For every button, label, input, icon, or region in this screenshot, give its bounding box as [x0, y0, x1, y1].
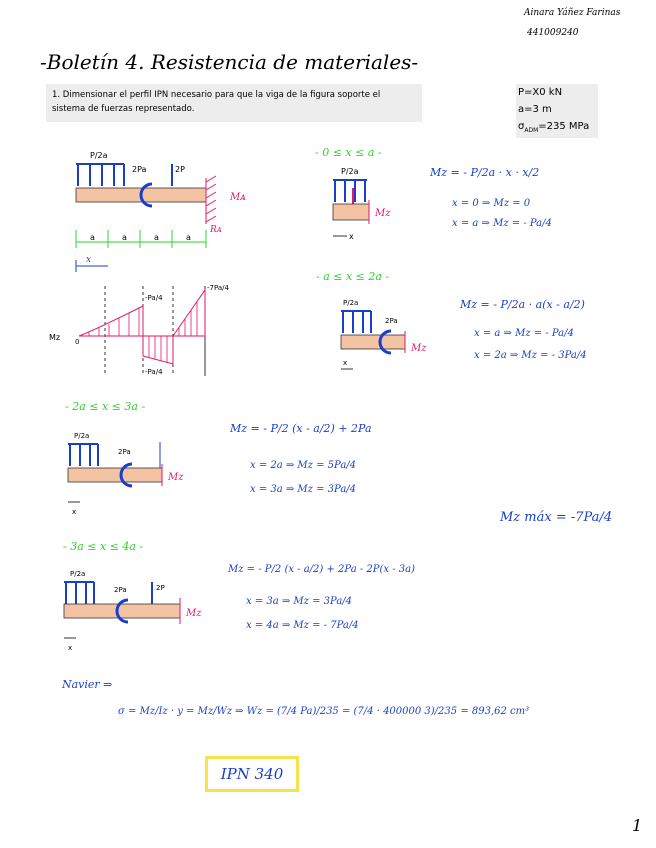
- svg-text:Mz: Mz: [375, 208, 391, 219]
- diagram-label-1: -Pa/4: [145, 294, 163, 302]
- svg-text:Mz: Mz: [168, 472, 184, 483]
- load-label: P/2a: [90, 151, 108, 160]
- svg-text:x: x: [86, 255, 92, 265]
- student-id: 441009240: [527, 28, 579, 38]
- section3-result-2: x = 3a ⇒ Mz = 3Pa/4: [250, 484, 357, 495]
- svg-text:Mz: Mz: [411, 343, 427, 354]
- svg-text:a: a: [90, 233, 95, 242]
- section4-equation: Mz = - P/2 (x - a/2) + 2Pa - 2P(x - 3a): [228, 564, 415, 575]
- statement-line-2: sistema de fuerzas representado.: [52, 104, 195, 114]
- svg-text:2P: 2P: [156, 584, 165, 592]
- section3-figure: [62, 428, 222, 518]
- section1-result-1: x = 0 ⇒ Mz = 0: [452, 198, 531, 209]
- svg-text:2Pa: 2Pa: [118, 448, 131, 456]
- svg-text:a: a: [154, 233, 159, 242]
- svg-text:x: x: [343, 359, 348, 367]
- svg-text:P/2a: P/2a: [343, 299, 359, 307]
- navier-label: Navier ⇒: [62, 678, 113, 691]
- svg-text:x: x: [72, 508, 77, 516]
- moment-diagram: [45, 278, 245, 378]
- data-a: a=3 m: [518, 104, 552, 115]
- diagram-label-3: -7Pa/4: [207, 284, 229, 292]
- section1-figure: [325, 164, 415, 242]
- statement-line-1: 1. Dimensionar el perfil IPN necesario para que la viga de la figura soporte el: [52, 90, 381, 100]
- svg-text:2Pa: 2Pa: [385, 317, 398, 325]
- section1-equation: Mz = - P/2a · x · x/2: [430, 166, 540, 179]
- svg-text:x: x: [68, 644, 73, 652]
- svg-text:P/2a: P/2a: [74, 432, 90, 440]
- section4-range: - 3a ≤ x ≤ 4a -: [63, 540, 144, 553]
- section2-figure: [335, 295, 460, 375]
- section1-result-2: x = a ⇒ Mz = - Pa/4: [452, 218, 552, 229]
- distributed-load-arrows: [76, 164, 124, 186]
- section4-result-1: x = 3a ⇒ Mz = 3Pa/4: [246, 596, 353, 607]
- point-load-label: 2P: [175, 165, 185, 174]
- diagram-label-2: -Pa/4: [145, 368, 163, 376]
- diagram-axis-label: Mz: [49, 333, 61, 342]
- svg-text:0: 0: [75, 338, 80, 346]
- problem-statement: [46, 84, 422, 122]
- student-name: Ainara Yáñez Farinas: [524, 8, 621, 18]
- moment-label: 2Pa: [132, 165, 147, 174]
- section3-equation: Mz = - P/2 (x - a/2) + 2Pa: [230, 422, 372, 435]
- section2-result-2: x = 2a ⇒ Mz = - 3Pa/4: [474, 350, 587, 361]
- svg-text:P/2a: P/2a: [70, 570, 86, 578]
- svg-text:x: x: [349, 232, 354, 241]
- data-p: P=X0 kN: [518, 87, 563, 98]
- section2-range: - a ≤ x ≤ 2a -: [316, 270, 390, 283]
- svg-text:2Pa: 2Pa: [114, 586, 127, 594]
- wall-support: [206, 176, 216, 224]
- section3-range: - 2a ≤ x ≤ 3a -: [65, 400, 146, 413]
- section2-equation: Mz = - P/2a · a(x - a/2): [460, 298, 585, 311]
- reaction-label: Rᴀ: [210, 225, 222, 235]
- max-moment: Mz máx = -7Pa/4: [500, 510, 613, 525]
- moment-reaction-label: Mᴀ: [230, 192, 246, 203]
- section1-range: - 0 ≤ x ≤ a -: [315, 146, 382, 159]
- svg-text:Mz: Mz: [186, 608, 202, 619]
- page-number: 1: [632, 816, 643, 835]
- svg-text:a: a: [122, 233, 127, 242]
- svg-text:P/2a: P/2a: [341, 167, 359, 176]
- svg-text:a: a: [186, 233, 191, 242]
- section2-result-1: x = a ⇒ Mz = - Pa/4: [474, 328, 574, 339]
- result-box: IPN 340: [205, 756, 299, 792]
- data-sigma: $\sigma_{ADM}=235$ MPa: [518, 121, 590, 134]
- navier-equation: σ = Mz/Iz · y = Mz/Wz ⇒ Wz = (7/4 Pa)/235 = (7/4 · 400000 3)/235 = 893,62 cm³: [118, 706, 530, 717]
- page-title: -Boletín 4. Resistencia de materiales-: [40, 50, 419, 74]
- main-beam-figure: [60, 142, 270, 277]
- problem-data: [516, 84, 598, 138]
- section4-figure: [58, 566, 238, 654]
- section4-result-2: x = 4a ⇒ Mz = - 7Pa/4: [246, 620, 359, 631]
- section3-result-1: x = 2a ⇒ Mz = 5Pa/4: [250, 460, 357, 471]
